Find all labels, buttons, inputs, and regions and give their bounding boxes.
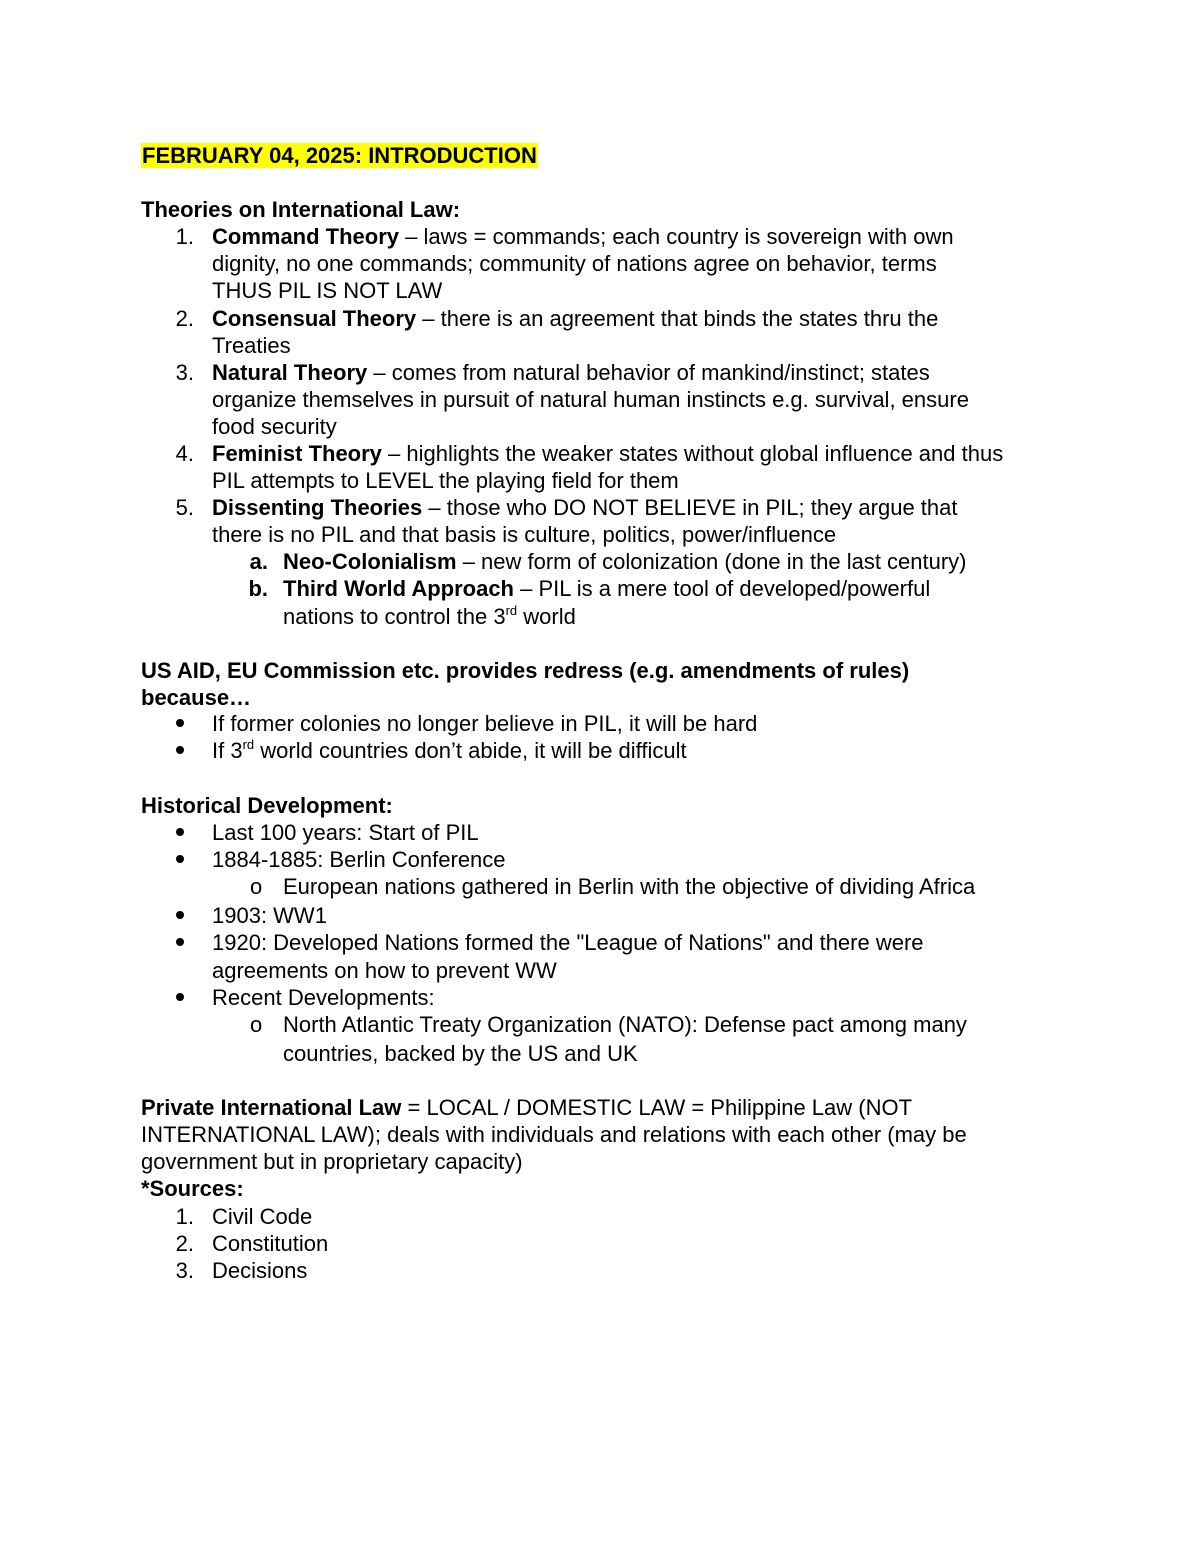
bullet-item: 1903: WW1 xyxy=(212,903,327,928)
bullet-icon xyxy=(176,719,184,727)
bullet-item: Recent Developments: xyxy=(212,985,435,1010)
list-item: Dissenting Theories – those who DO NOT BELIEVE in PIL; they argue that xyxy=(212,495,958,520)
list-item: Decisions xyxy=(212,1258,308,1283)
sources-heading: *Sources: xyxy=(141,1176,244,1201)
title-highlight: FEBRUARY 04, 2025: INTRODUCTION xyxy=(142,143,537,168)
list-number: 4. xyxy=(175,441,194,466)
sublist-item: Neo-Colonialism – new form of colonization (done in the last century) xyxy=(283,549,967,574)
theories-heading: Theories on International Law: xyxy=(141,197,461,222)
list-item: Natural Theory – comes from natural behavior of mankind/instinct; states xyxy=(212,360,930,385)
list-number: 1. xyxy=(175,1204,194,1229)
list-item-continuation: dignity, no one commands; community of nations agree on behavior, terms xyxy=(212,251,937,276)
list-item: Feminist Theory – highlights the weaker states without global influence and thus xyxy=(212,441,1004,466)
private-law-paragraph: Private International Law = LOCAL / DOMESTIC LAW = Philippine Law (NOT xyxy=(141,1095,913,1120)
list-number: 5. xyxy=(175,495,194,520)
list-item-continuation: there is no PIL and that basis is culture, politics, power/influence xyxy=(212,522,837,547)
redress-heading: US AID, EU Commission etc. provides redress (e.g. amendments of rules) xyxy=(141,658,910,683)
list-number: 1. xyxy=(175,224,194,249)
list-number: 3. xyxy=(175,360,194,385)
redress-heading-continuation: because… xyxy=(141,685,252,710)
bullet-icon xyxy=(176,746,184,754)
list-number: 3. xyxy=(175,1258,194,1283)
sub-bullet-marker: o xyxy=(250,874,263,899)
list-item-continuation: THUS PIL IS NOT LAW xyxy=(212,278,443,303)
sub-bullet-item: North Atlantic Treaty Organization (NATO): Defense pact among many xyxy=(283,1012,967,1037)
bullet-item: If 3rd world countries don’t abide, it will be difficult xyxy=(212,737,687,763)
sub-bullet-item: European nations gathered in Berlin with the objective of dividing Africa xyxy=(283,874,976,899)
bullet-icon xyxy=(176,855,184,863)
sublist-letter: a. xyxy=(249,549,268,574)
bullet-item-continuation: agreements on how to prevent WW xyxy=(212,958,557,983)
bullet-icon xyxy=(176,911,184,919)
sub-bullet-item-continuation: countries, backed by the US and UK xyxy=(283,1041,638,1066)
list-number: 2. xyxy=(175,1231,194,1256)
list-item: Consensual Theory – there is an agreement that binds the states thru the xyxy=(212,306,939,331)
bullet-item: If former colonies no longer believe in PIL, it will be hard xyxy=(212,711,758,736)
bullet-item: 1884-1885: Berlin Conference xyxy=(212,847,506,872)
list-item: Civil Code xyxy=(212,1204,313,1229)
bullet-icon xyxy=(176,828,184,836)
history-heading: Historical Development: xyxy=(141,793,393,818)
bullet-item: 1920: Developed Nations formed the "League of Nations" and there were xyxy=(212,930,924,955)
list-item-continuation: PIL attempts to LEVEL the playing field for them xyxy=(212,468,679,493)
list-item: Constitution xyxy=(212,1231,329,1256)
list-item: Command Theory – laws = commands; each country is sovereign with own xyxy=(212,224,954,249)
list-item-continuation: organize themselves in pursuit of natural human instincts e.g. survival, ensure xyxy=(212,387,969,412)
bullet-icon xyxy=(176,938,184,946)
bullet-item: Last 100 years: Start of PIL xyxy=(212,820,479,845)
sublist-letter: b. xyxy=(248,576,268,601)
sublist-item-continuation: nations to control the 3rd world xyxy=(283,603,576,629)
list-item-continuation: food security xyxy=(212,414,337,439)
bullet-icon xyxy=(176,993,184,1001)
page-title xyxy=(141,142,538,169)
private-law-paragraph-line: government but in proprietary capacity) xyxy=(141,1149,523,1174)
list-item-continuation: Treaties xyxy=(212,333,291,358)
sublist-item: Third World Approach – PIL is a mere tool of developed/powerful xyxy=(283,576,931,601)
private-law-paragraph-line: INTERNATIONAL LAW); deals with individuals and relations with each other (may be xyxy=(141,1122,967,1147)
sub-bullet-marker: o xyxy=(250,1012,263,1037)
list-number: 2. xyxy=(175,306,194,331)
